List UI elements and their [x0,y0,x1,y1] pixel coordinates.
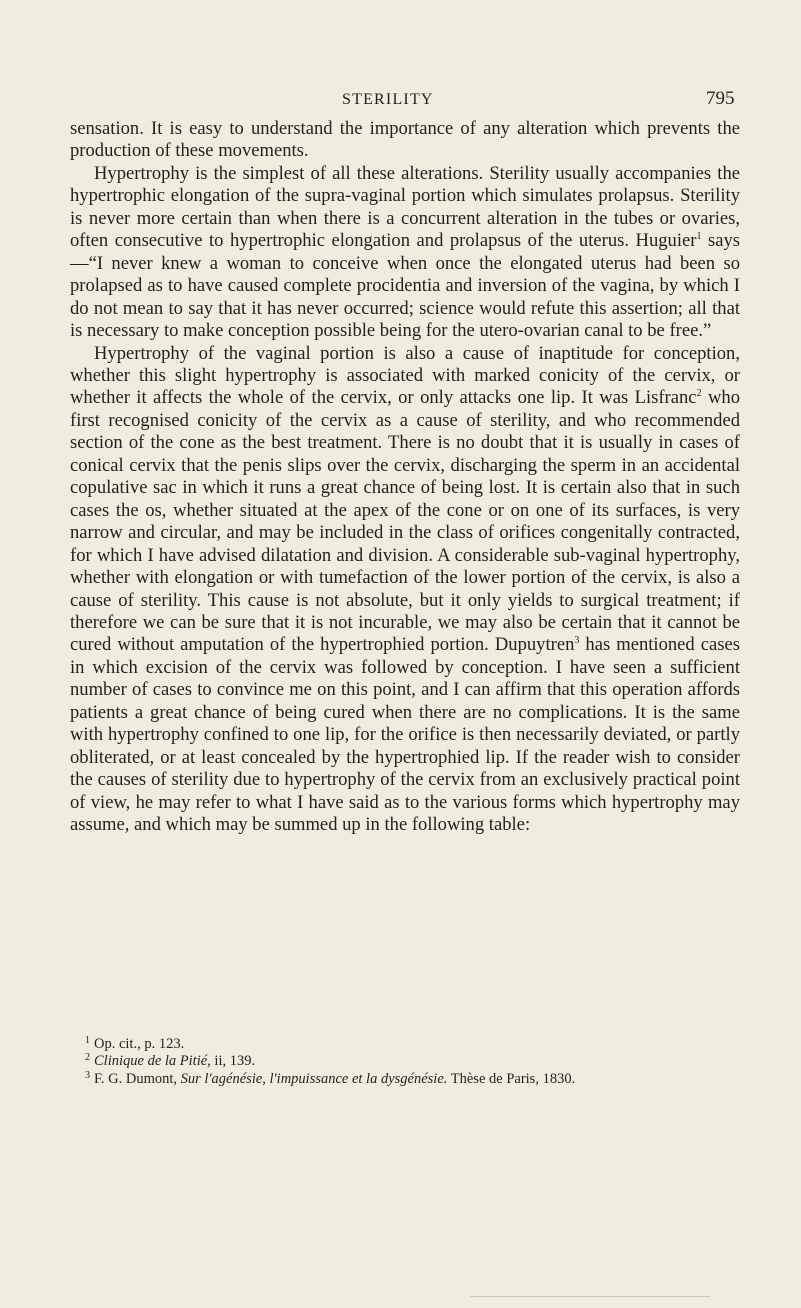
footnote: 1 Op. cit., p. 123. [85,1035,185,1052]
text-run: F. G. Dumont, [94,1070,181,1087]
running-head-title: STERILITY [342,91,434,108]
text-run: Hypertrophy is the simplest of all these alterations. Sterility usually accompanies the hypertrophic elongation of the supra-vaginal portion which simulates prolapsus. Sterility is never more certain than when there is a concurrent alteration in the tubes or ovaries, often consecutive to hypertrophic elongation and prolapsus of the uterus. Huguier [70,162,740,252]
text-run: , ii, 139. [207,1053,256,1070]
footnote: 2 Clinique de la Pitié, ii, 139. [85,1052,256,1070]
text-run: who first recognised conicity of the cervix as a cause of sterility, and who recommended section of the cone as the best treatment. There is no doubt that it is usually in cases of conical cervix that the penis slips over the cervix, discharging the sperm in an accidental copulative sac in which it runs a great chance of being lost. It is certain also that in such cases the os, whether situated at the apex of the cone or on one of its surfaces, is very narrow and circular, and may be included in the class of orifices congenitally contracted, for which I have advised dilatation and division. A considerable sub-vaginal hypertrophy, whether with elongation or with tumefaction of the lower portion of the cervix, is also a cause of sterility. This cause is not absolute, but it only yields to surgical treatment; if therefore we can be sure that it is not incurable, we may also be certain that it cannot be cured without amputation of the hypertrophied portion. Dupuytren [70,387,740,656]
italic-title: Sur l'agénésie, l'impuissance et la dysgénésie. [180,1070,448,1087]
footnotes [70,1036,742,1088]
footnote: 3 F. G. Dumont, Sur l'agénésie, l'impuissance et la dysgénésie. Thèse de Paris, 1830. [85,1069,576,1087]
text-run: Op. cit., p. 123. [94,1036,185,1052]
text-run: says—“I never knew a woman to conceive when once the elongated uterus had been so prolapsed as to have caused complete procidentia and inversion of the vagina, by which I do not mean to say that it has never occurred; science would refute this assertion; all that is necessary to make conception possible being for the utero-ovarian canal to be free.” [70,230,741,342]
paragraph [70,343,740,837]
page-edge-rule [470,1296,710,1297]
paragraph [70,118,740,163]
page-number: 795 [706,88,735,109]
text-run: has mentioned cases in which excision of the cervix was followed by conception. I have seen a sufficient number of cases to convince me on this point, and I can affirm that this operation affords patients a great chance of being cured when there are no complications. It is the same with hypertrophy confined to one lip, for the orifice is then necessarily deviated, or partly obliterated, or at least concealed by the hypertrophied lip. If the reader wish to consider the causes of sterility due to hypertrophy of the cervix from an exclusively practical point of view, he may refer to what I have said as to the various forms which hypertrophy may assume, and which may be summed up in the following table: [70,634,740,836]
text-run: sensation. It is easy to understand the importance of any alteration which prevents the production of these movements. [70,118,740,162]
text-run: Thèse de Paris, 1830. [447,1070,576,1087]
footnote-reference: 3 [574,635,580,647]
footnote-reference: 1 [696,231,702,243]
running-head [0,88,801,112]
body-text [70,118,740,837]
paragraph [70,163,740,343]
text-run: Hypertrophy of the vaginal portion is also a cause of inaptitude for conception, whether this slight hypertrophy is associated with marked conicity of the cervix, or whether it affects the whole of the cervix, or only attacks one lip. It was Lisfranc [70,342,740,409]
italic-title: Clinique de la Pitié [94,1053,208,1070]
footnote-reference: 2 [696,388,702,400]
